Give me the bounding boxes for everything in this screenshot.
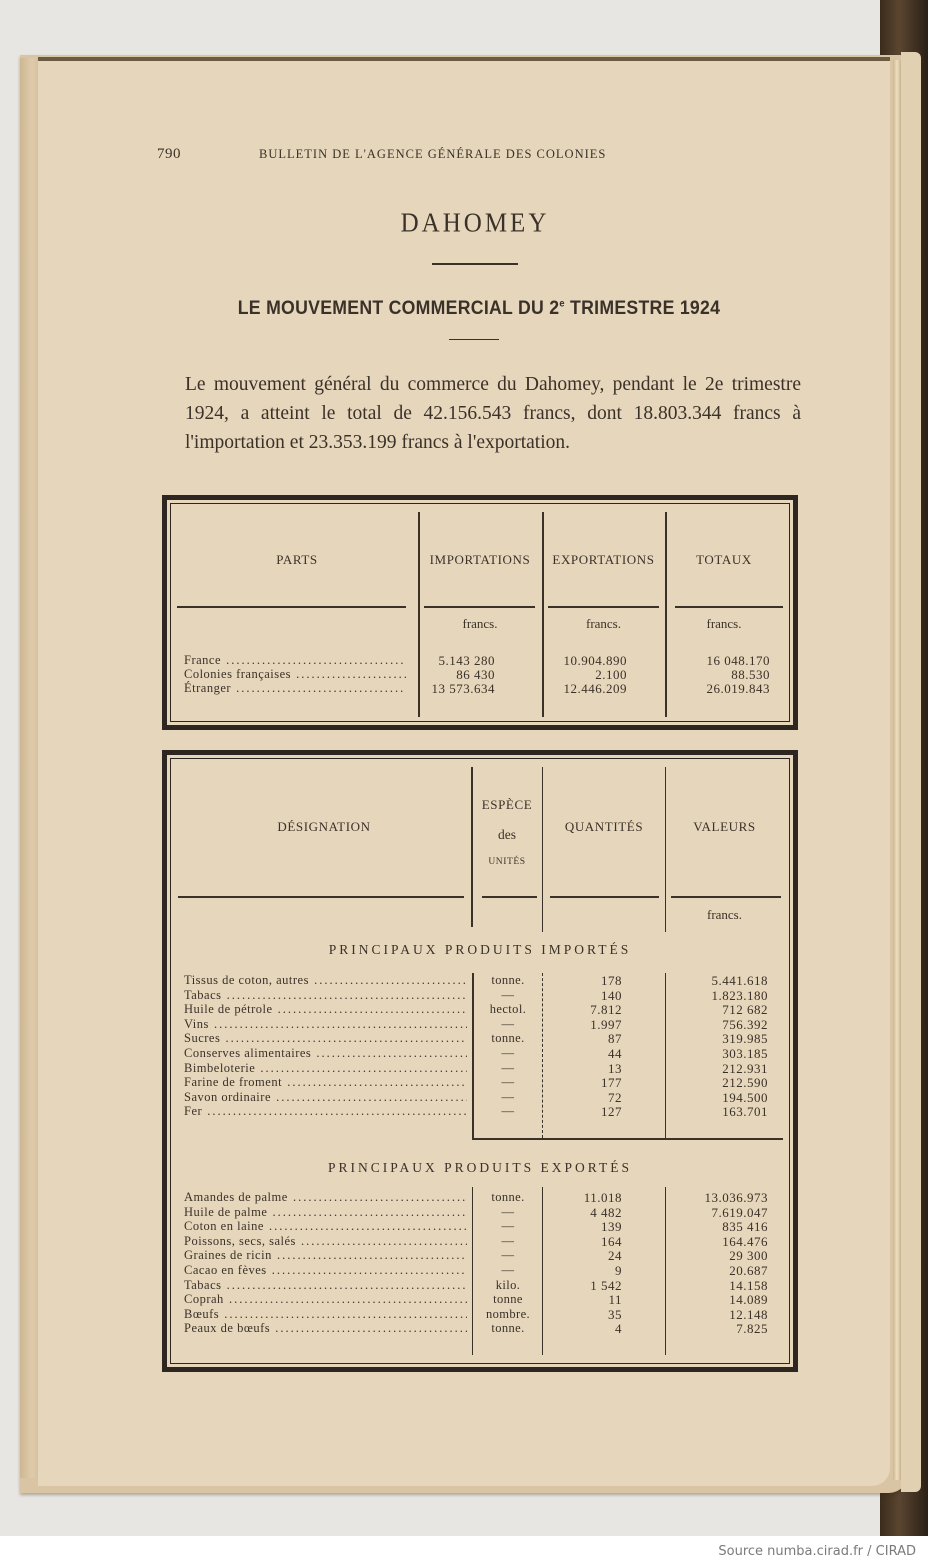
row-quantity: 13 bbox=[608, 1060, 622, 1076]
header-rule bbox=[178, 896, 464, 898]
row-quantity: 1.997 bbox=[590, 1016, 622, 1032]
row-value: 194.500 bbox=[722, 1089, 768, 1105]
row-value: 319.985 bbox=[722, 1031, 768, 1047]
row-unit: — bbox=[501, 1075, 515, 1090]
header-totaux: TOTAUX bbox=[696, 552, 752, 567]
unit-exportations: francs. bbox=[585, 616, 621, 631]
row-unit: tonne. bbox=[491, 973, 525, 987]
row-value: 212.931 bbox=[722, 1060, 768, 1076]
cell-totaux: 88.530 bbox=[731, 667, 770, 682]
row-quantity: 9 bbox=[615, 1263, 622, 1278]
unit-totaux: francs. bbox=[706, 616, 742, 631]
row-designation: Sucres ..... bbox=[184, 1031, 467, 1046]
row-value: 1.823.180 bbox=[711, 987, 768, 1003]
header-valeurs: VALEURS bbox=[693, 819, 756, 834]
row-designation: Bimbeloterie ..... bbox=[184, 1061, 467, 1076]
row-value: 164.476 bbox=[722, 1233, 768, 1249]
row-quantity: 4 482 bbox=[590, 1204, 622, 1220]
unit-importations: francs. bbox=[462, 616, 498, 631]
row-designation: Peaux de bœufs ..... bbox=[184, 1321, 467, 1336]
row-unit: — bbox=[501, 1204, 515, 1219]
row-designation: Fer ..... bbox=[184, 1104, 467, 1119]
row-quantity: 1 542 bbox=[590, 1277, 622, 1293]
row-value: 835 416 bbox=[722, 1219, 768, 1235]
facing-page-edge bbox=[901, 52, 921, 1492]
row-quantity: 35 bbox=[608, 1306, 622, 1322]
row-part-etranger: Étranger ..... bbox=[184, 681, 406, 696]
row-quantity: 11.018 bbox=[583, 1190, 622, 1205]
row-designation: Savon ordinaire ..... bbox=[184, 1090, 467, 1105]
column-divider bbox=[471, 767, 473, 927]
row-value: 14.089 bbox=[729, 1292, 768, 1308]
row-quantity: 178 bbox=[601, 973, 622, 988]
exports-group-title: PRINCIPAUX PRODUITS EXPORTÉS bbox=[328, 1160, 632, 1175]
row-value: 756.392 bbox=[722, 1016, 768, 1032]
row-unit: — bbox=[501, 1046, 515, 1060]
row-value: 212.590 bbox=[722, 1075, 768, 1091]
row-value: 7.825 bbox=[736, 1321, 768, 1337]
row-designation: Cacao en fèves ..... bbox=[184, 1263, 467, 1278]
row-designation: Coprah ..... bbox=[184, 1292, 467, 1307]
header-designation: DÉSIGNATION bbox=[277, 819, 371, 834]
header-espece-des: des bbox=[498, 827, 516, 842]
cell-importations: 86 430 bbox=[456, 667, 495, 682]
header-rule bbox=[177, 606, 406, 608]
section-title-superscript: e bbox=[559, 298, 565, 310]
row-unit: kilo. bbox=[495, 1277, 521, 1292]
imports-bottom-rule bbox=[472, 1138, 783, 1140]
row-designation: Bœufs ..... bbox=[184, 1307, 467, 1322]
header-exportations: EXPORTATIONS bbox=[552, 552, 655, 567]
row-value: 14.158 bbox=[729, 1277, 768, 1293]
row-quantity: 140 bbox=[601, 987, 622, 1003]
row-unit: — bbox=[501, 1060, 515, 1075]
row-value: 163.701 bbox=[722, 1104, 768, 1120]
row-quantity: 177 bbox=[601, 1075, 622, 1091]
unit-valeurs: francs. bbox=[706, 907, 742, 922]
header-rule bbox=[675, 606, 783, 608]
page-number: 790 bbox=[157, 146, 181, 162]
row-unit: nombre. bbox=[485, 1306, 531, 1321]
row-value: 303.185 bbox=[722, 1046, 768, 1061]
row-designation: Huile de pétrole ..... bbox=[184, 1002, 467, 1017]
intro-text: Le mouvement général du commerce du Dahomey, pendant le 2e trimestre 1924, a atteint le total de 42.156.543 francs, dont 18.803.344 francs à l'importation et 23.353.199 francs à l'exportation. bbox=[185, 374, 801, 453]
country-title: DAHOMEY bbox=[400, 208, 550, 239]
row-unit: — bbox=[501, 1248, 515, 1263]
imports-group-title: PRINCIPAUX PRODUITS IMPORTÉS bbox=[328, 942, 632, 957]
summary-table bbox=[162, 495, 798, 730]
row-quantity: 127 bbox=[601, 1104, 622, 1120]
row-designation: Tissus de coton, autres ..... bbox=[184, 973, 467, 988]
cell-totaux: 16 048.170 bbox=[706, 653, 770, 668]
row-unit: — bbox=[501, 1104, 515, 1119]
row-quantity: 24 bbox=[608, 1248, 622, 1264]
book-gutter bbox=[893, 60, 901, 1480]
row-quantity: 11 bbox=[608, 1292, 622, 1308]
cell-exportations: 2.100 bbox=[595, 667, 627, 682]
header-parts: PARTS bbox=[276, 552, 318, 567]
header-rule bbox=[550, 896, 659, 898]
row-value: 712 682 bbox=[722, 1002, 768, 1018]
row-unit: — bbox=[501, 1233, 515, 1248]
row-value: 5.441.618 bbox=[711, 973, 768, 988]
row-designation: Amandes de palme ..... bbox=[184, 1190, 467, 1205]
row-designation: Graines de ricin ..... bbox=[184, 1248, 467, 1263]
row-unit: tonne. bbox=[491, 1190, 525, 1204]
intro-paragraph bbox=[185, 370, 801, 457]
journal-title: BULLETIN DE L'AGENCE GÉNÉRALE DES COLONIES bbox=[259, 147, 607, 161]
row-designation: Conserves alimentaires ..... bbox=[184, 1046, 467, 1061]
header-importations: IMPORTATIONS bbox=[429, 552, 531, 567]
row-designation: Farine de froment ..... bbox=[184, 1075, 467, 1090]
cell-importations: 5.143 280 bbox=[438, 653, 495, 668]
header-unites: UNITÉS bbox=[488, 857, 526, 867]
cell-totaux: 26.019.843 bbox=[706, 681, 770, 696]
row-unit: tonne bbox=[493, 1292, 523, 1307]
row-quantity: 72 bbox=[608, 1089, 622, 1105]
cell-exportations: 12.446.209 bbox=[563, 681, 627, 696]
row-quantity: 7.812 bbox=[590, 1002, 622, 1018]
row-unit: — bbox=[501, 1263, 515, 1277]
header-rule bbox=[424, 606, 535, 608]
row-quantity: 44 bbox=[608, 1046, 622, 1061]
cell-importations: 13 573.634 bbox=[431, 681, 495, 696]
title-rule bbox=[432, 263, 518, 265]
row-designation: Vins ..... bbox=[184, 1017, 467, 1032]
row-quantity: 4 bbox=[615, 1321, 622, 1337]
row-designation: Poissons, secs, salés ..... bbox=[184, 1234, 467, 1249]
row-unit: — bbox=[501, 1016, 515, 1031]
row-unit: — bbox=[501, 987, 515, 1002]
row-designation: Huile de palme ..... bbox=[184, 1205, 467, 1220]
row-unit: — bbox=[501, 1089, 515, 1104]
row-value: 7.619.047 bbox=[711, 1204, 768, 1220]
header-rule bbox=[482, 896, 537, 898]
row-value: 29 300 bbox=[729, 1248, 768, 1264]
row-designation: Coton en laine ..... bbox=[184, 1219, 467, 1234]
header-rule bbox=[671, 896, 781, 898]
source-credit: Source numba.cirad.fr / CIRAD bbox=[718, 1544, 916, 1559]
cell-exportations: 10.904.890 bbox=[563, 653, 627, 668]
row-value: 13.036.973 bbox=[704, 1190, 768, 1205]
section-title-prefix: LE MOUVEMENT COMMERCIAL DU 2 bbox=[237, 298, 560, 319]
row-part-france: France ..... bbox=[184, 653, 406, 668]
row-value: 20.687 bbox=[729, 1263, 768, 1278]
header-quantites: QUANTITÉS bbox=[564, 819, 644, 834]
row-unit: — bbox=[501, 1219, 515, 1234]
row-unit: tonne. bbox=[491, 1031, 525, 1046]
section-title-suffix: TRIMESTRE 1924 bbox=[564, 298, 721, 319]
row-quantity: 87 bbox=[608, 1031, 622, 1047]
section-title bbox=[34, 298, 925, 320]
row-designation: Tabacs ..... bbox=[184, 1278, 467, 1293]
header-rule bbox=[548, 606, 659, 608]
column-divider bbox=[542, 767, 543, 932]
row-quantity: 164 bbox=[601, 1233, 622, 1249]
header-espece: ESPÈCE bbox=[481, 797, 533, 812]
row-value: 12.148 bbox=[729, 1306, 768, 1322]
row-part-colonies: Colonies françaises ..... bbox=[184, 667, 406, 682]
section-rule bbox=[449, 339, 499, 340]
row-quantity: 139 bbox=[601, 1219, 622, 1235]
row-designation: Tabacs ..... bbox=[184, 988, 467, 1003]
row-unit: tonne. bbox=[491, 1321, 525, 1336]
row-unit: hectol. bbox=[489, 1002, 527, 1017]
page-edges bbox=[20, 58, 40, 1478]
products-table bbox=[162, 750, 798, 1372]
running-head bbox=[157, 146, 697, 166]
